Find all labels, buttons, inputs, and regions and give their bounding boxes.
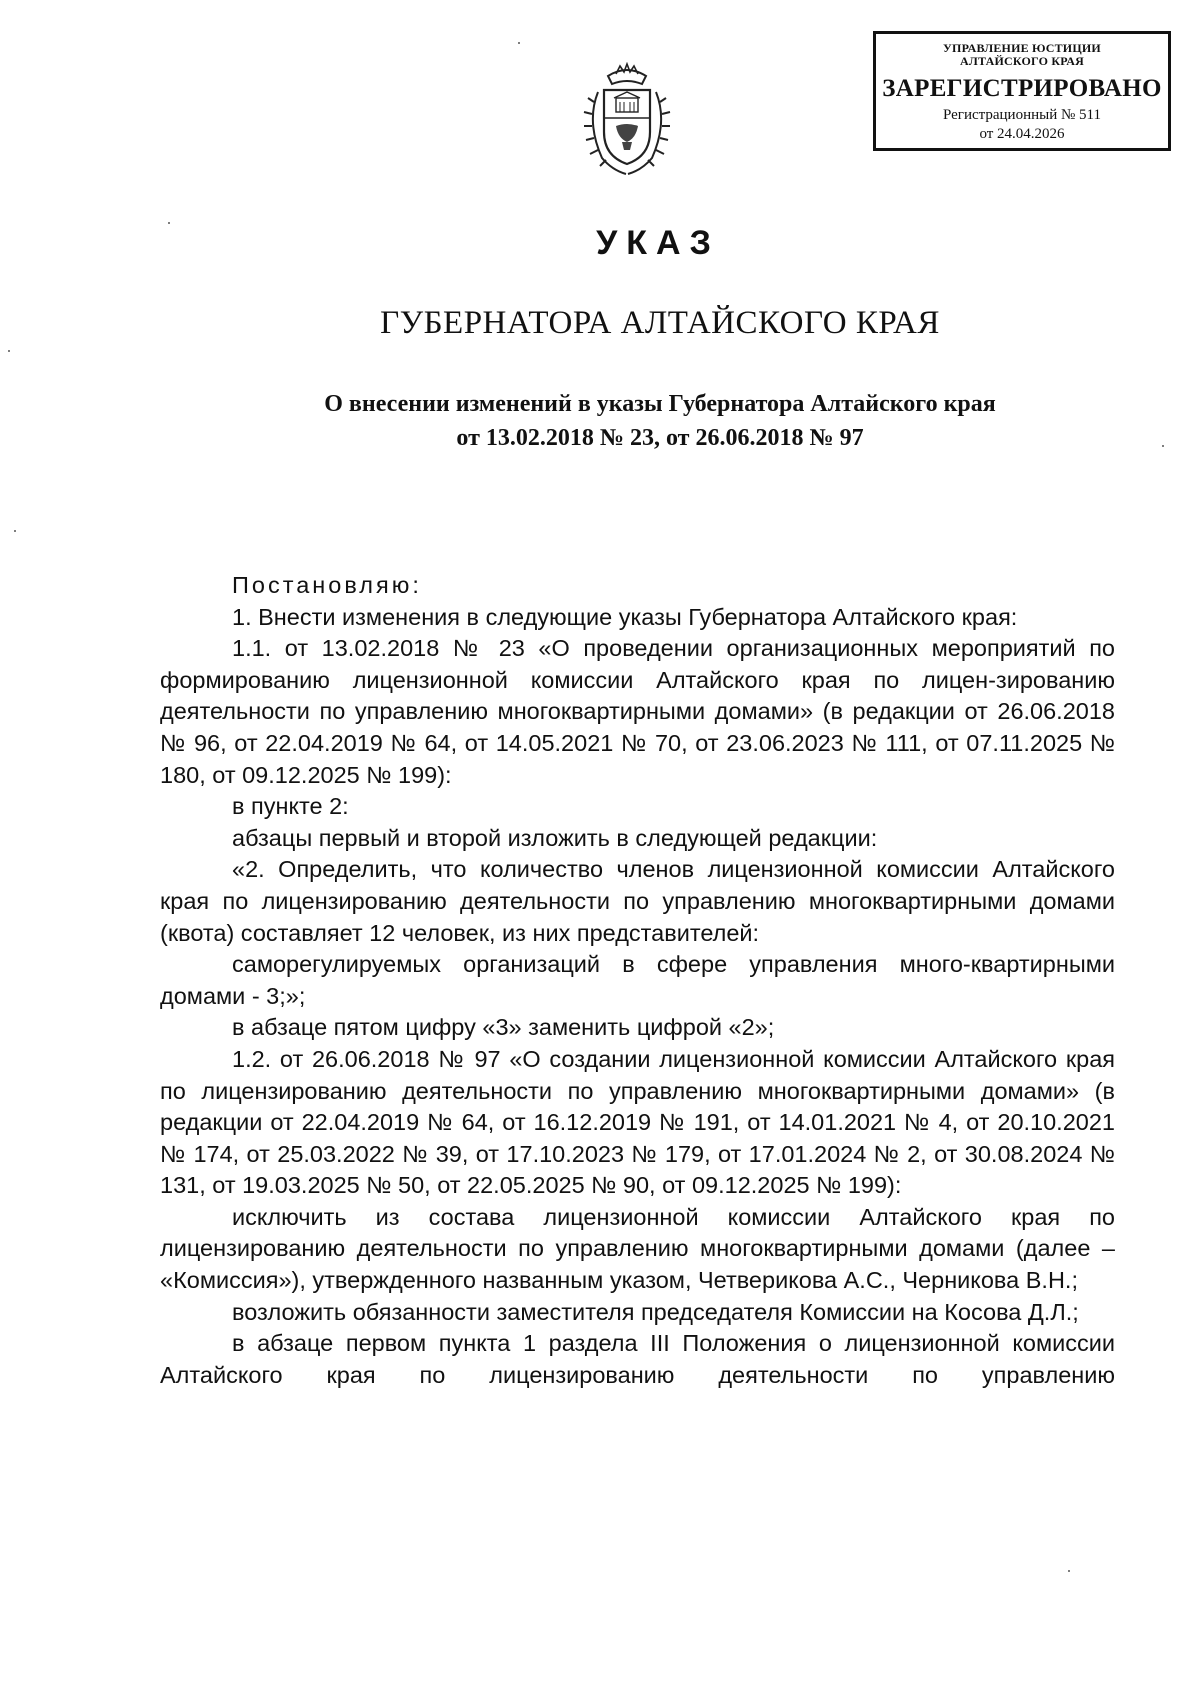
body-paragraph: «2. Определить, что количество членов лицензионной комиссии Алтайского края по лицензированию деятельности по управлению многоквартирными домами (квота) составляет 12 человек, из них представителей:: [160, 856, 1115, 946]
stamp-org-line: АЛТАЙСКОГО КРАЯ: [960, 54, 1084, 68]
scan-speck: [1068, 1570, 1070, 1572]
stamp-registration-date: от 24.04.2026: [979, 126, 1065, 142]
body-paragraph: возложить обязанности заместителя председателя Комиссии на Косова Д.Л.;: [232, 1298, 1079, 1325]
stamp-registration-number: Регистрационный № 511: [942, 107, 1101, 123]
stamp-status: ЗАРЕГИСТРИРОВАНО: [882, 75, 1162, 102]
document-issuer: ГУБЕРНАТОРА АЛТАЙСКОГО КРАЯ: [380, 305, 940, 341]
stamp-org-line: УПРАВЛЕНИЕ ЮСТИЦИИ: [943, 41, 1101, 55]
registration-stamp: [873, 31, 1171, 151]
body-paragraph: 1.2. от 26.06.2018 № 97 «О создании лицензионной комиссии Алтайского края по лицензированию деятельности по управлению многоквартирными домами» (в редакции от 22.04.2019 № 64, от 16.12.2019 № 191, от 14.01.2021 № 4, от 20.10.2021 № 174, от 25.03.2022 № 39, от 17.10.2023 № 179, от 17.01.2024 № 2, от 30.08.2024 № 131, от 19.03.2025 № 50, от 22.05.2025 № 90, от 09.12.2025 № 199):: [160, 1045, 1115, 1199]
body-paragraph: абзацы первый и второй изложить в следующей редакции:: [232, 824, 878, 851]
body-paragraph: в абзаце первом пункта 1 раздела III Положения о лицензионной комиссии Алтайского края по лицензированию деятельности по управлению: [160, 1330, 1115, 1388]
document-type-title: УКАЗ: [596, 224, 720, 262]
document-subject: [60, 387, 1200, 455]
stamp-organization: [876, 42, 1168, 68]
body-paragraph: 1.1. от 13.02.2018 № 23 «О проведении организационных мероприятий по формированию лицензионной комиссии Алтайского края по лицен-зированию деятельности по управлению многоквартирными домами» (в редакции от 26.06.2018 № 96, от 22.04.2019 № 64, от 14.05.2021 № 70, от 23.06.2023 № 111, от 07.11.2025 № 180, от 09.12.2025 № 199):: [160, 635, 1115, 788]
body-paragraph: Постановляю:: [232, 572, 422, 598]
coat-of-arms-icon: [568, 62, 686, 180]
scan-speck: [14, 530, 16, 532]
scan-speck: [8, 350, 10, 352]
body-paragraph: 1. Внести изменения в следующие указы Губернатора Алтайского края:: [232, 603, 1018, 630]
scan-speck: [1162, 445, 1164, 447]
scan-speck: [168, 222, 170, 224]
body-paragraph: в абзаце пятом цифру «3» заменить цифрой «2»;: [232, 1014, 775, 1041]
body-paragraph: исключить из состава лицензионной комиссии Алтайского края по лицензированию деятельности по управлению многоквартирными домами (далее – «Комиссия»), утвержденного названным указом, Четверикова А.С., Черникова В.Н.;: [160, 1203, 1115, 1294]
document-body: [160, 570, 1115, 1391]
body-paragraph: в пункте 2:: [232, 793, 349, 820]
body-paragraph: саморегулируемых организаций в сфере управления много-квартирными домами - 3;»;: [160, 951, 1115, 1009]
subject-line: от 13.02.2018 № 23, от 26.06.2018 № 97: [456, 425, 864, 451]
subject-line: О внесении изменений в указы Губернатора Алтайского края: [324, 391, 996, 417]
scan-speck: [518, 42, 520, 44]
